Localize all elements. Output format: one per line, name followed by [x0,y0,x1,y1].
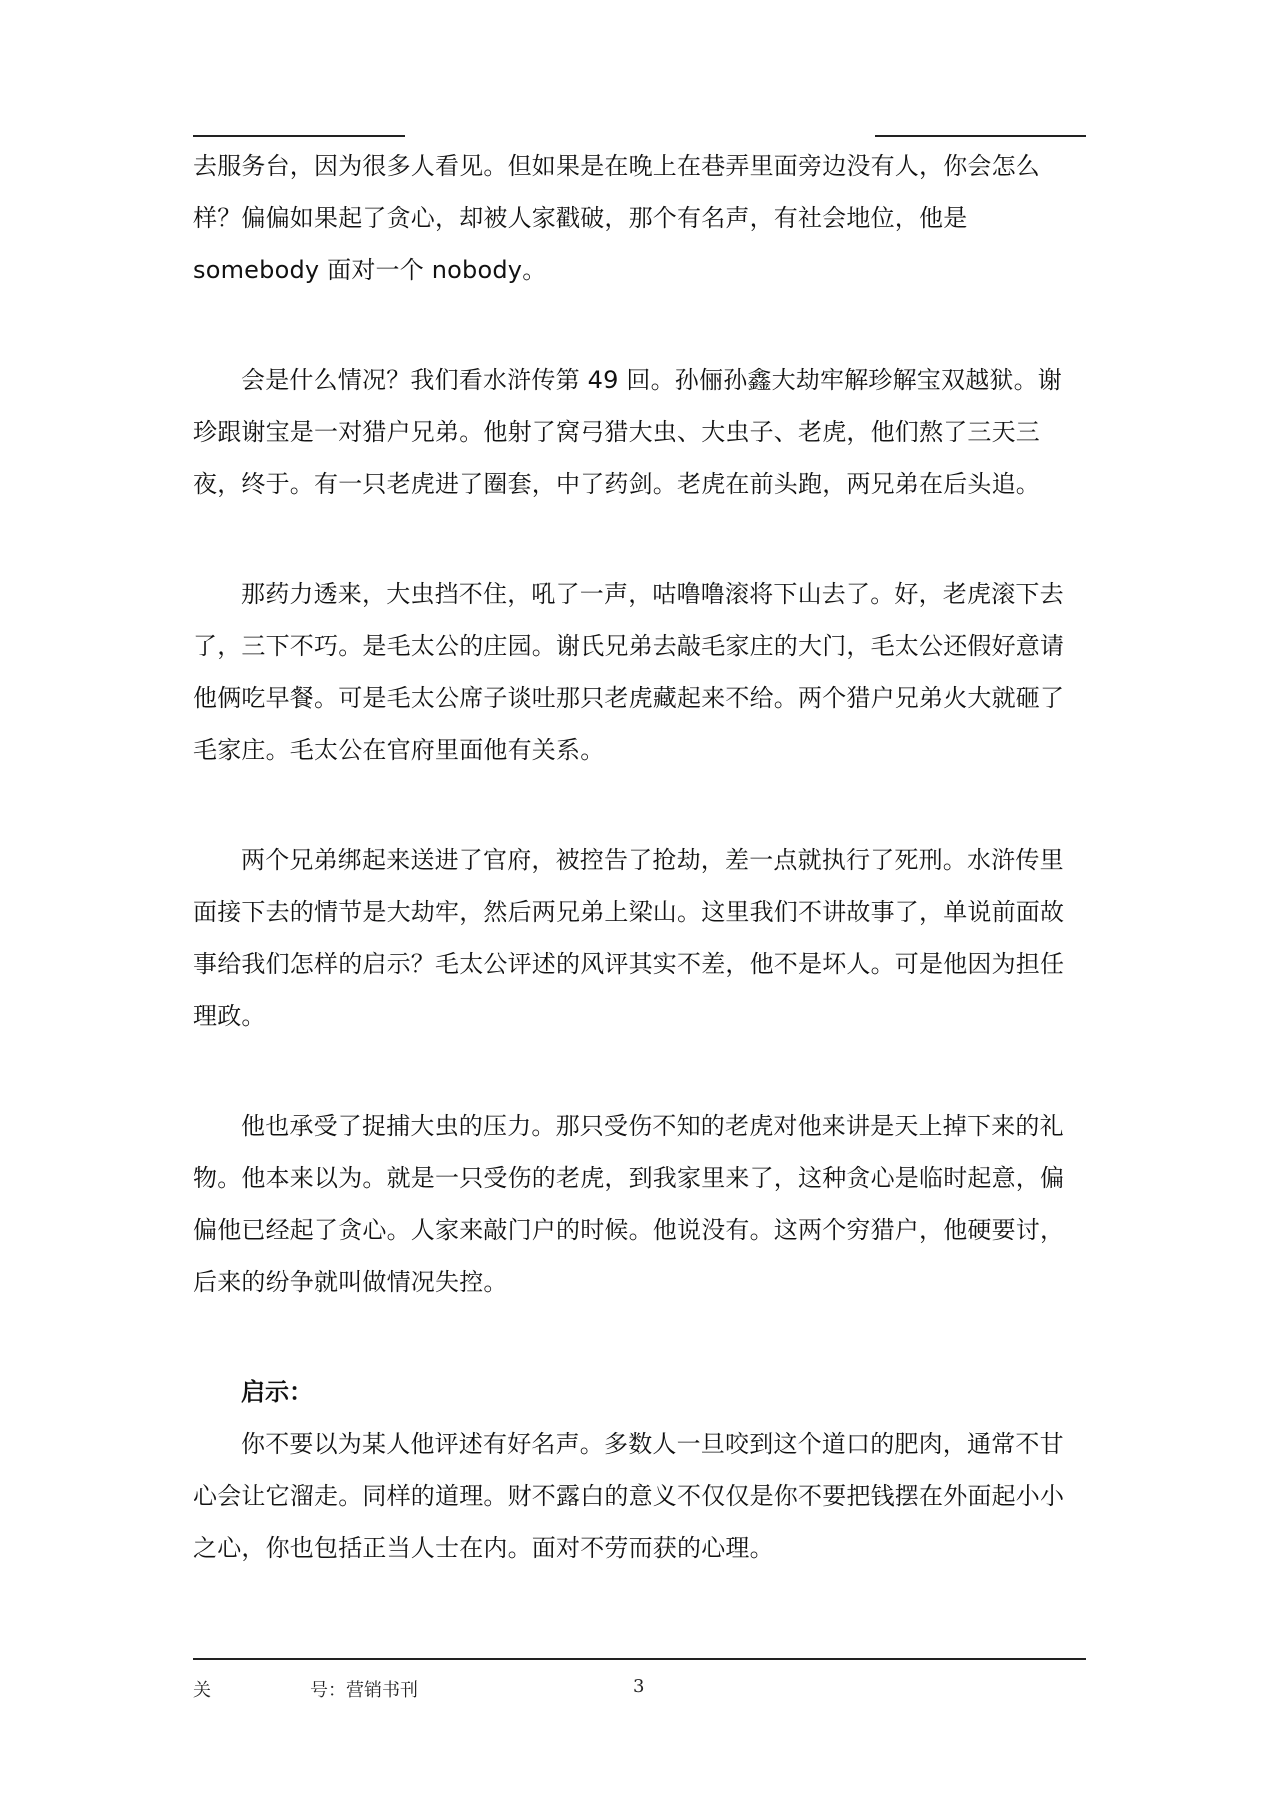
paragraph-4: 两个兄弟绑起来送进了官府，被控告了抢劫，差一点就执行了死刑。水浒传里面接下去的情节是大劫牢，然后两兄弟上梁山。这里我们不讲故事了，单说前面故事给我们怎样的启示？毛太公评述的风评其实不差，他不是坏人。可是他因为担任理政。 [193,846,1065,1030]
paragraph-3: 那药力透来，大虫挡不住，吼了一声，咕噜噜滚将下山去了。好，老虎滚下去了，三下不巧。是毛太公的庄园。谢氏兄弟去敲毛家庄的大门，毛太公还假好意请他俩吃早餐。可是毛太公席子谈吐那只老虎藏起来不给。两个猎户兄弟火大就砸了毛家庄。毛太公在官府里面他有关系。 [193,580,1065,764]
paragraph-1: 去服务台，因为很多人看见。但如果是在晚上在巷弄里面旁边没有人，你会怎么样？偏偏如果起了贪心，却被人家戳破，那个有名声，有社会地位，他是somebody 面对一个 nobody。 [193,152,1040,284]
footer-left-char: 关 [193,1680,211,1701]
paragraph-5: 他也承受了捉捕大虫的压力。那只受伤不知的老虎对他来讲是天上掉下来的礼物。他本来以为。就是一只受伤的老虎，到我家里来了，这种贪心是临时起意，偏偏他已经起了贪心。人家来敲门户的时候。他说没有。这两个穷猎户，他硬要讨，后来的纷争就叫做情况失控。 [193,1112,1065,1296]
paragraph-2: 会是什么情况？我们看水浒传第 49 回。孙俪孙鑫大劫牢解珍解宝双越狱。谢珍跟谢宝是一对猎户兄弟。他射了窝弓猎大虫、大虫子、老虎，他们熬了三天三夜，终于。有一只老虎进了圈套，中了药剑。老虎在前头跑，两兄弟在后头追。 [193,366,1062,498]
paragraph-6: 你不要以为某人他评述有好名声。多数人一旦咬到这个道口的肥肉，通常不甘心会让它溜走。同样的道理。财不露白的意义不仅仅是你不要把钱摆在外面起小小之心，你也包括正当人士在内。面对不劳而获的心理。 [193,1430,1065,1562]
header-rule-left [193,135,405,137]
header-rule-right [875,135,1086,137]
footer-rule [193,1658,1086,1660]
page-number: 3 [633,1676,645,1697]
document-body [193,140,1086,1574]
section-heading: 启示： [241,1378,313,1406]
footer-account: 号：营销书刊 [310,1680,418,1701]
